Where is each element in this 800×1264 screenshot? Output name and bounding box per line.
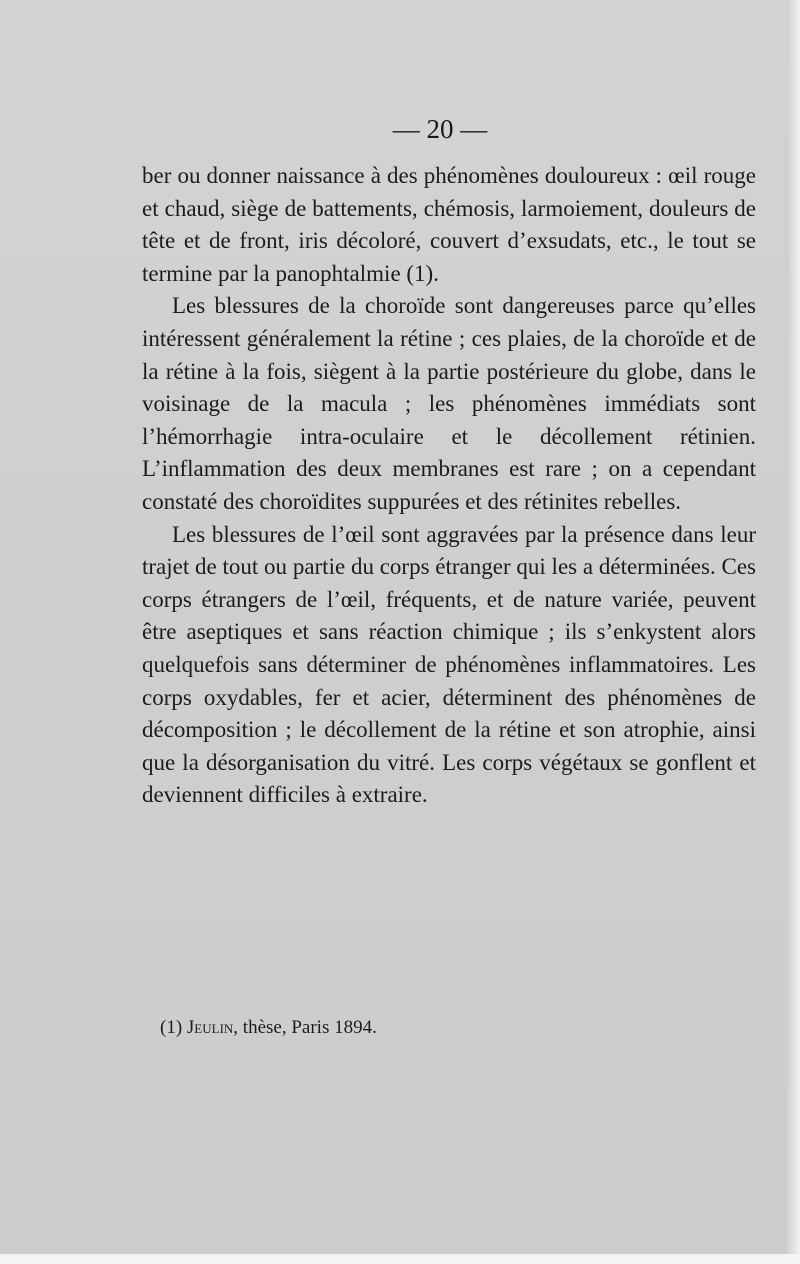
footnote-author: Jeulin <box>186 1017 234 1038</box>
page-number: — 20 — <box>392 114 488 144</box>
page-edge <box>786 0 800 1264</box>
footnote-citation: , thèse, Paris 1894. <box>233 1017 377 1038</box>
body-text <box>142 160 756 812</box>
paragraph: Les blessures de l’œil sont aggravées par la présence dans leur trajet de tout ou partie du corps étranger qui les a déterminées. Ces corps étrangers de l’œil, fréquents, et de nature variée, peuvent être aseptiques et sans réaction chimique ; ils s’enkystent alors quelquefois sans déterminer de phénomènes inflammatoires. Les corps oxydables, fer et acier, déterminent des phénomènes de décomposition ; le décollement de la rétine et son atrophie, ainsi que la désorganisation du vitré. Les corps végétaux se gonflent et deviennent difficiles à extraire. <box>142 521 756 808</box>
paragraph: Les blessures de la choroïde sont dangereuses parce qu’elles intéressent généralement la rétine ; ces plaies, de la choroïde et de la rétine à la fois, siègent à la partie postérieure du globe, dans le voisinage de la macula ; les phénomènes immédiats sont l’hémorrhagie intra-oculaire et le décollement rétinien. L’inflammation des deux membranes est rare ; on a cependant constaté des choroïdites suppurées et des rétinites rebelles. <box>142 293 756 514</box>
page-edge-bottom <box>0 1254 800 1264</box>
paragraph: ber ou donner naissance à des phénomènes douloureux : œil rouge et chaud, siège de battements, chémosis, larmoiement, douleurs de tête et de front, iris décoloré, couvert d’exsudats, etc., le tout se termine par la panophtalmie (1). <box>142 163 756 286</box>
footnote <box>160 1017 720 1039</box>
footnote-marker: (1) <box>160 1017 183 1038</box>
